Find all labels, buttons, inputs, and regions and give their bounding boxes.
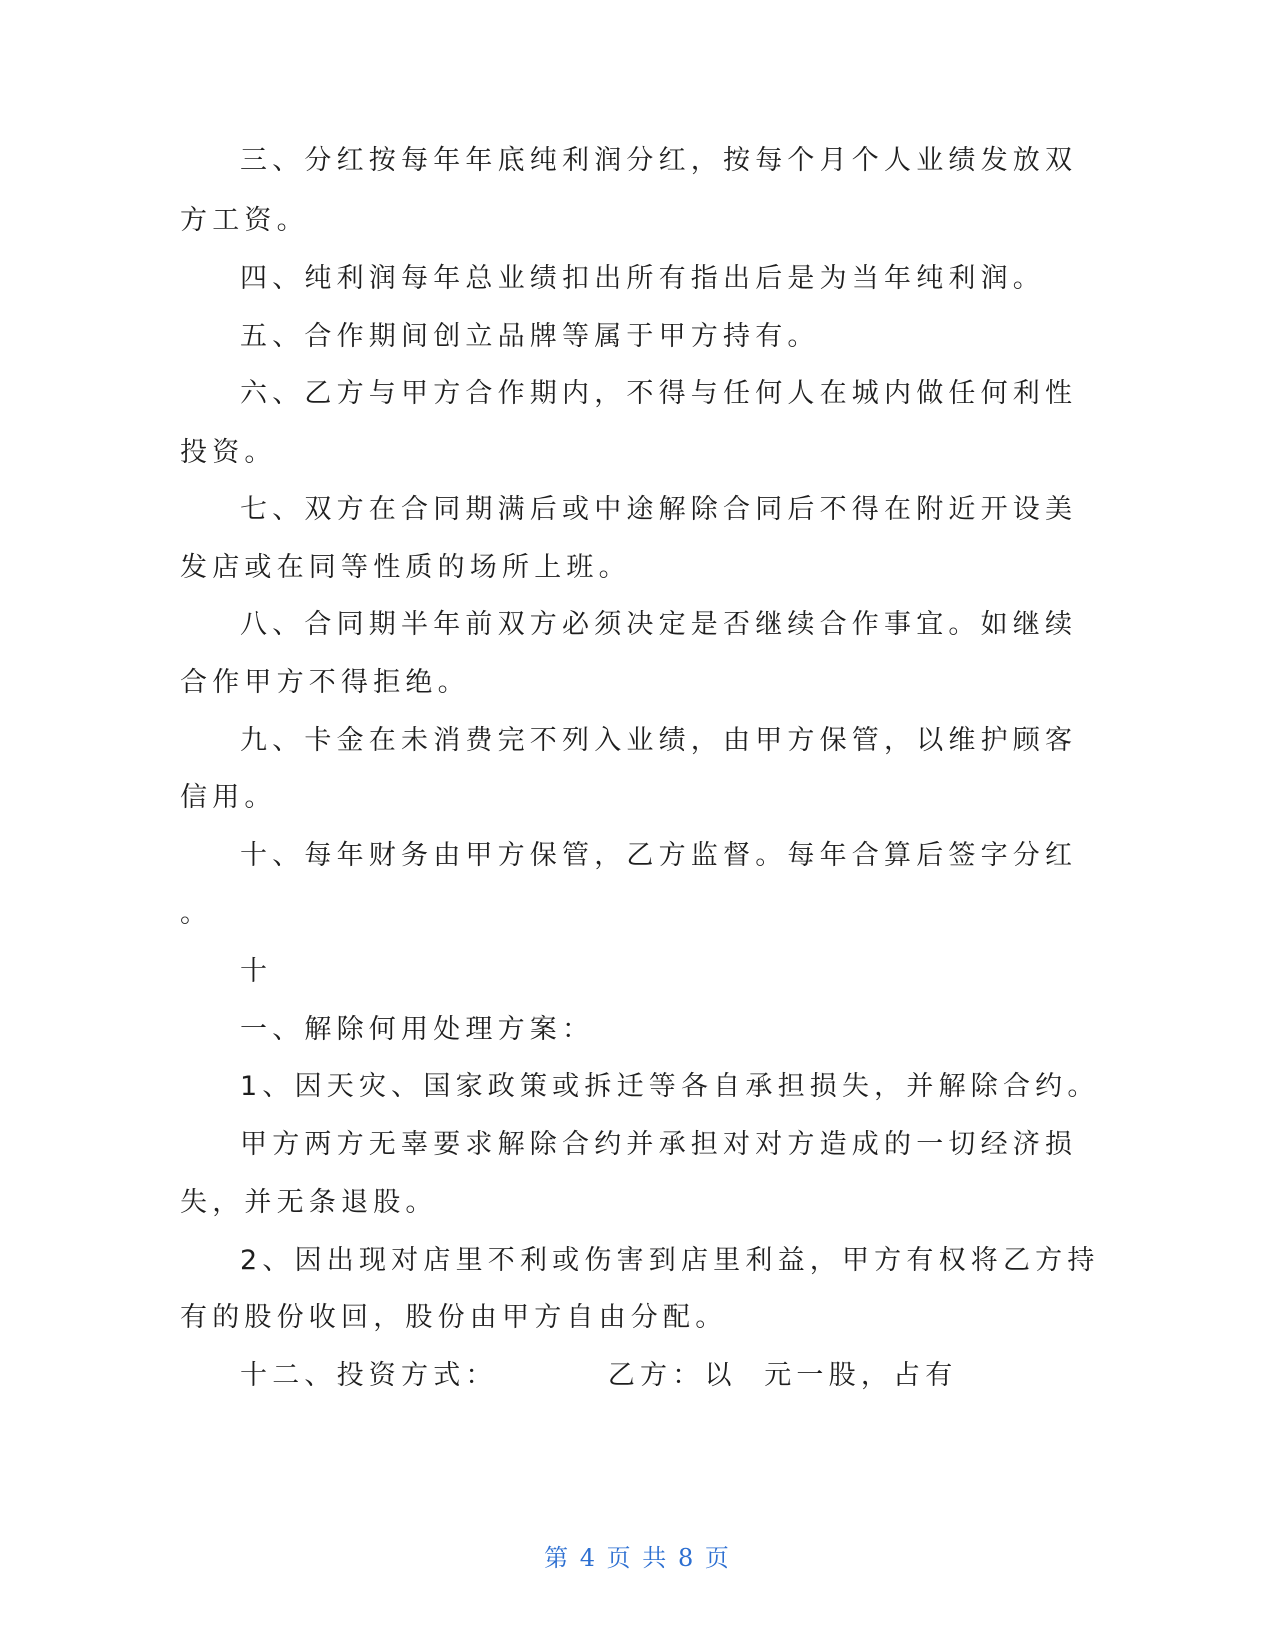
paragraph-line: 四、纯利润每年总业绩扣出所有指出后是为当年纯利润。 <box>240 263 1045 294</box>
paragraph-line: 六、乙方与甲方合作期内，不得与任何人在城内做任何利性 <box>240 378 1078 409</box>
paragraph-line: 2、因出现对店里不利或伤害到店里利益，甲方有权将乙方持 <box>240 1245 1100 1276</box>
paragraph-line: 十、每年财务由甲方保管，乙方监督。每年合算后签字分红 <box>240 840 1078 871</box>
paragraph-line: 发店或在同等性质的场所上班。 <box>180 552 631 583</box>
page-number: 第 4 页 共 8 页 <box>544 1544 731 1572</box>
paragraph-line: 七、双方在合同期满后或中途解除合同后不得在附近开设美 <box>240 494 1078 525</box>
paragraph-line: 失，并无条退股。 <box>180 1187 438 1218</box>
paragraph-line: 有的股份收回，股份由甲方自由分配。 <box>180 1302 728 1333</box>
paragraph-line: 九、卡金在未消费完不列入业绩，由甲方保管，以维护顾客 <box>240 725 1078 756</box>
paragraph-line: 一、解除何用处理方案： <box>240 1014 595 1045</box>
paragraph-line: 信用。 <box>180 782 277 813</box>
paragraph-line: 。 <box>180 898 213 929</box>
paragraph-line: 五、合作期间创立品牌等属于甲方持有。 <box>240 321 820 352</box>
paragraph-line: 三、分红按每年年底纯利润分红，按每个月个人业绩发放双 <box>240 145 1078 176</box>
page-number-footer <box>0 1542 1275 1574</box>
paragraph-line: 八、合同期半年前双方必须决定是否继续合作事宜。如继续 <box>240 609 1078 640</box>
paragraph-line: 1、因天灾、国家政策或拆迁等各自承担损失，并解除合约。 <box>240 1071 1100 1102</box>
paragraph-line: 甲方两方无辜要求解除合约并承担对对方造成的一切经济损 <box>240 1129 1078 1160</box>
paragraph-line: 十二、投资方式： 乙方：以 元一股，占有 <box>240 1360 958 1391</box>
paragraph-line: 投资。 <box>180 437 277 468</box>
paragraph-line: 合作甲方不得拒绝。 <box>180 667 470 698</box>
paragraph-line: 十 <box>240 956 273 987</box>
paragraph-line: 方工资。 <box>180 205 309 236</box>
